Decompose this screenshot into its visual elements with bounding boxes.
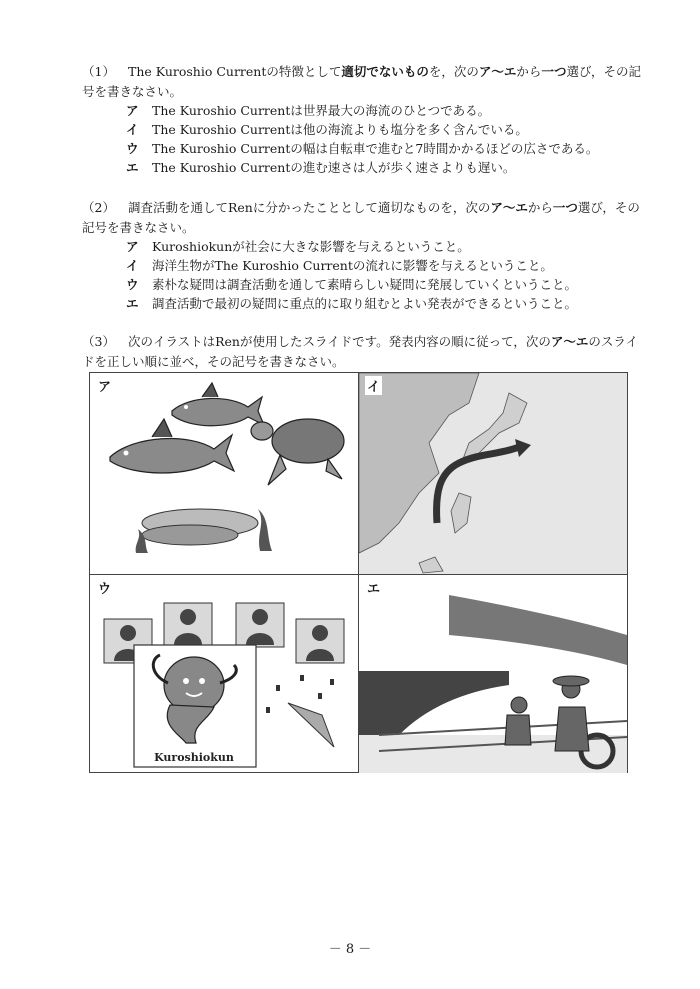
- question-number: （1）: [82, 64, 115, 79]
- q2-option-i: イ 海洋生物がThe Kuroshio Currentの流れに影響を与えるということ。: [126, 258, 553, 273]
- panel-a: ア: [90, 373, 358, 574]
- ship-deck-sea-illustration: [359, 575, 627, 773]
- q1-option-a: ア The Kuroshio Currentは世界最大の海流のひとつである。: [126, 103, 491, 118]
- panel-i: イ: [359, 373, 627, 574]
- question-2: （2） 調査活動を通してRenに分かったこととして適切なものを，次のア～エから一つ選び，その記号を書きなさい。: [82, 200, 640, 235]
- question-3: （3） 次のイラストはRenが使用したスライドです。発表内容の順に従って，次のア～エのスライドを正しい順に並べ，その記号を書きなさい。: [82, 334, 639, 369]
- question-1: （1） The Kuroshio Currentの特徴として適切でないものを，次のア～エから一つ選び，その記号を書きなさい。: [82, 64, 641, 99]
- panel-u: Kuroshiokun ウ: [90, 575, 358, 773]
- slide-illustrations-grid: [89, 372, 628, 773]
- kuroshiokun-mascot-illustration: [90, 575, 358, 773]
- q2-option-a: ア Kuroshiokunが社会に大きな影響を与えるということ。: [126, 239, 470, 254]
- q1-option-e: エ The Kuroshio Currentの進む速さは人が歩く速さよりも遅い。: [126, 160, 516, 175]
- q1-option-u: ウ The Kuroshio Currentの幅は自転車で進むと7時間かかるほどの広さである。: [126, 141, 599, 156]
- fish-turtle-coral-illustration: [90, 373, 358, 574]
- question-number: （2）: [82, 200, 115, 215]
- page-number: － 8 －: [328, 942, 372, 957]
- japan-map-current-illustration: [359, 373, 627, 574]
- question-number: （3）: [82, 334, 115, 349]
- mascot-caption: Kuroshiokun: [154, 751, 234, 764]
- q1-option-i: イ The Kuroshio Currentは他の海流よりも塩分を多く含んでいる。: [126, 122, 528, 137]
- q2-option-u: ウ 素朴な疑問は調査活動を通して素晴らしい疑問に発展していくということ。: [126, 277, 578, 292]
- q2-option-e: エ 調査活動で最初の疑問に重点的に取り組むとよい発表ができるということ。: [126, 296, 578, 311]
- panel-e: エ: [359, 575, 627, 773]
